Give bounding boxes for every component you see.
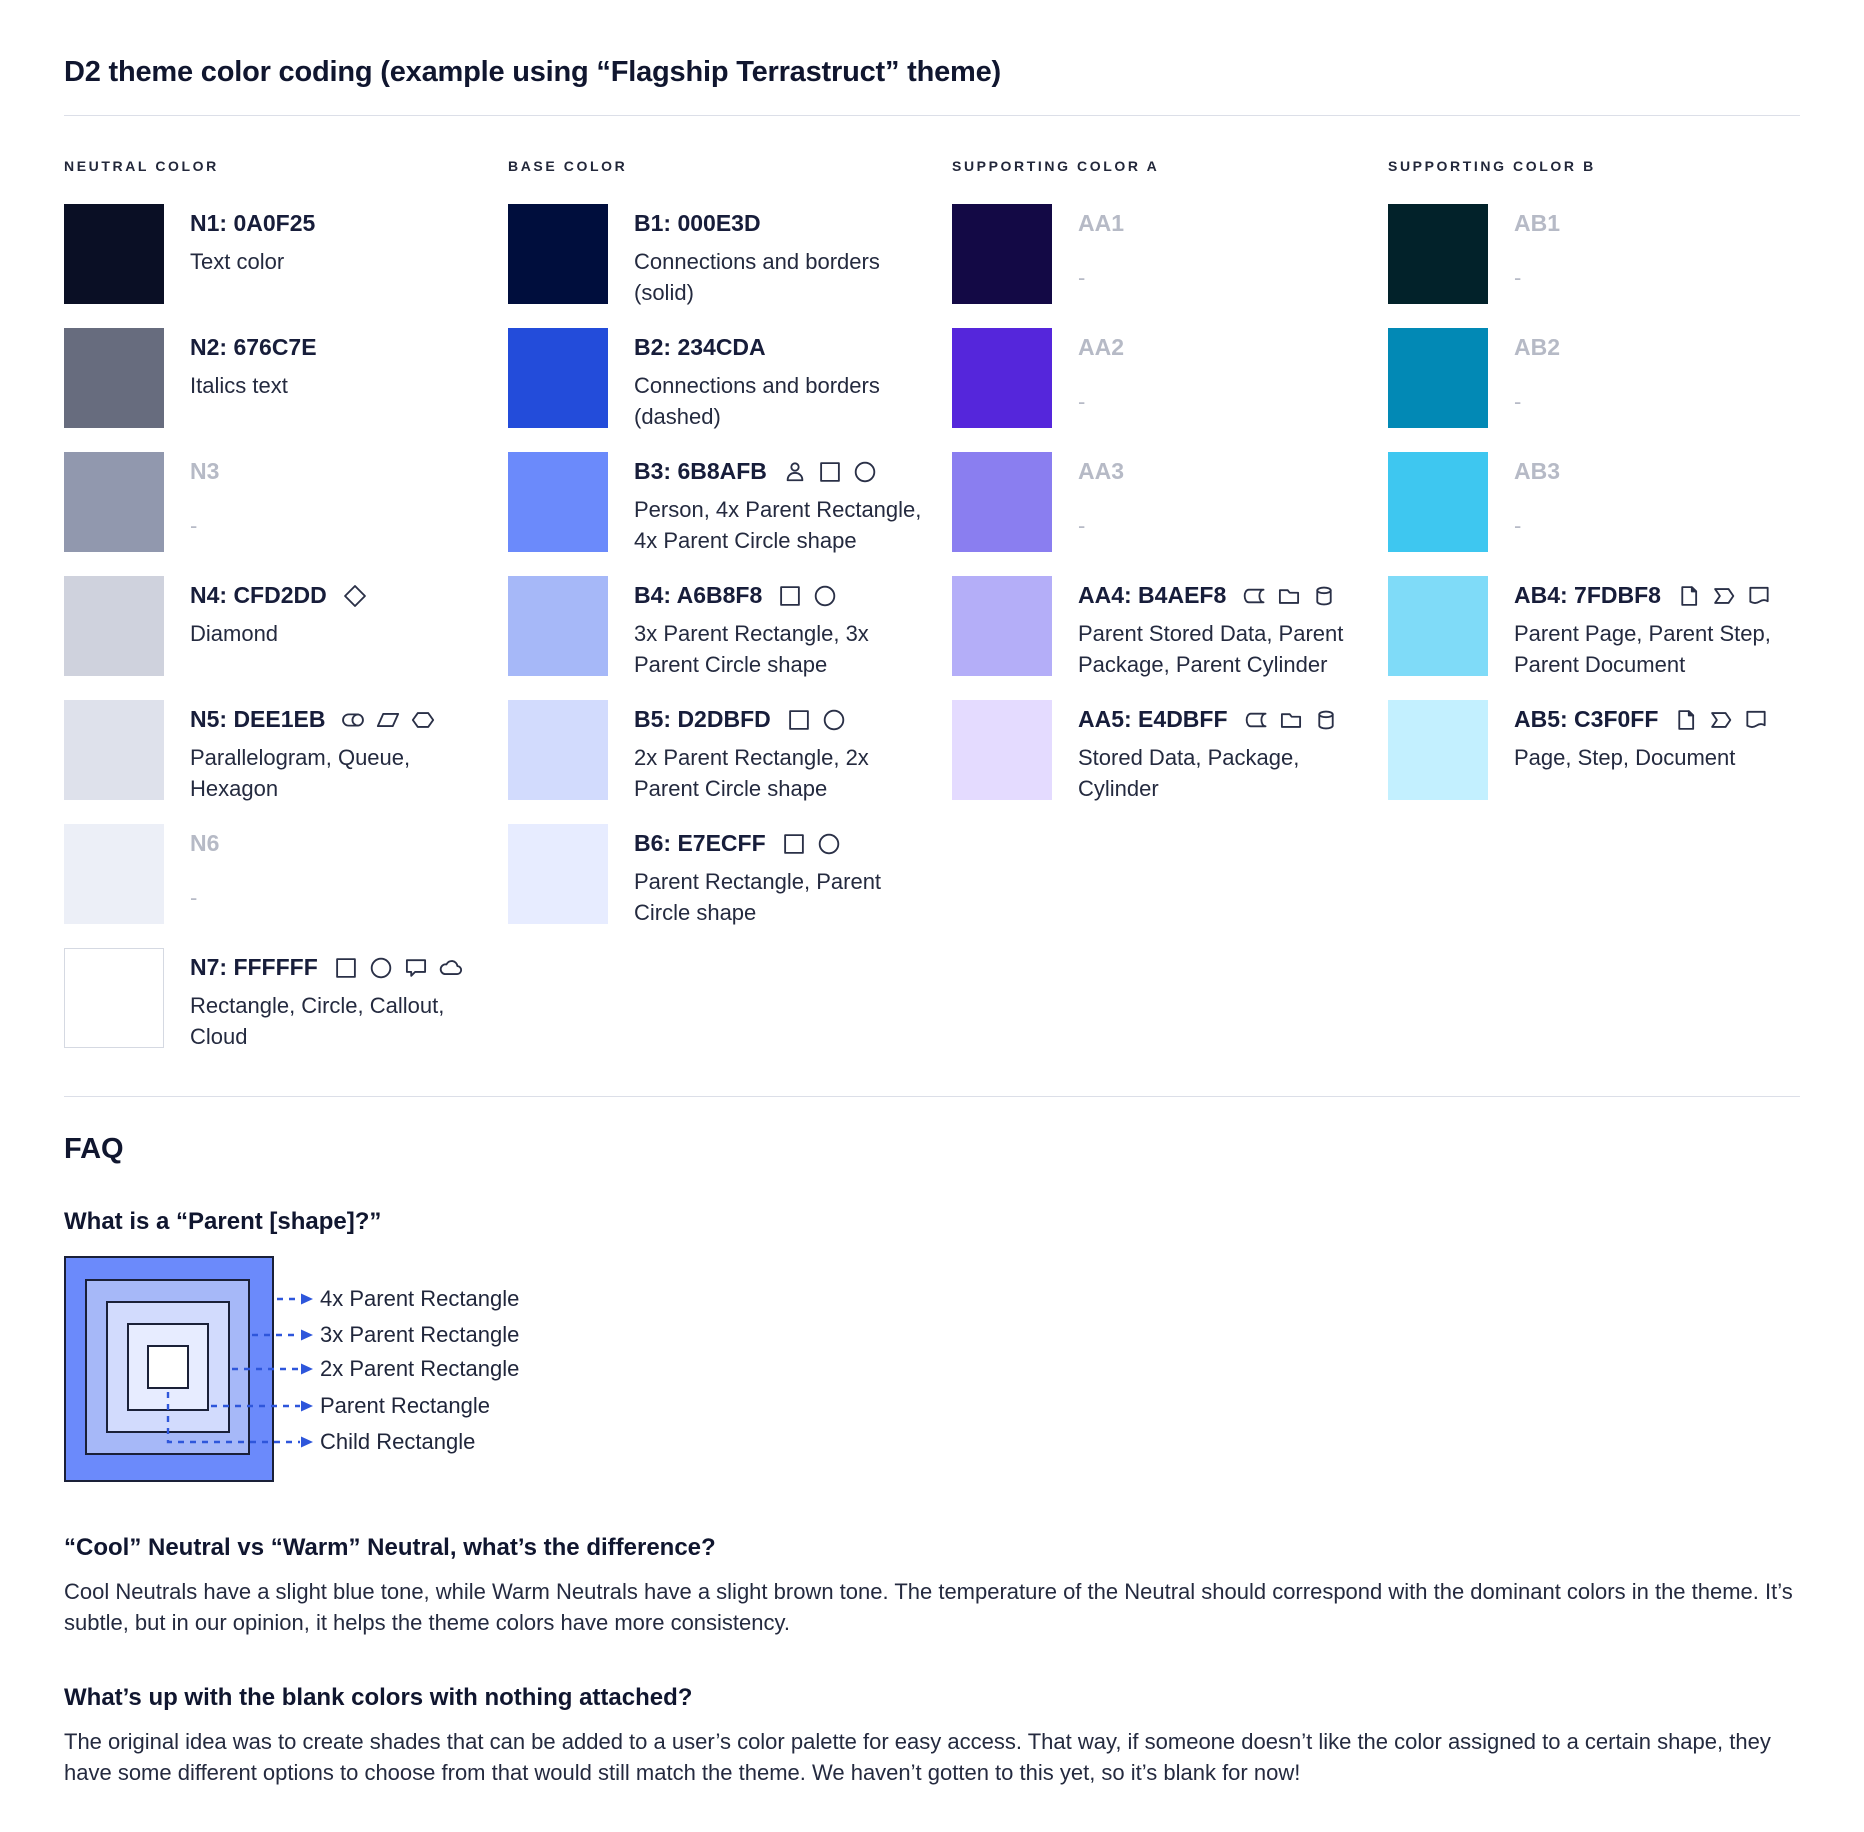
parent-shape-diagram <box>64 1256 1800 1482</box>
color-row <box>1388 328 1816 452</box>
hexagon-icon <box>410 707 436 733</box>
circle-icon <box>852 459 878 485</box>
shape-icons <box>1241 583 1337 609</box>
color-description: Connections and borders (solid) <box>634 249 880 305</box>
color-description: Diamond <box>190 621 279 646</box>
color-description: - <box>1078 513 1086 538</box>
color-row-text <box>1078 576 1380 700</box>
color-row-text <box>634 452 936 576</box>
color-row-text <box>1078 452 1380 576</box>
color-row <box>952 328 1388 452</box>
rectangle-icon <box>333 955 359 981</box>
color-row-title <box>1514 334 1816 361</box>
shape-icons <box>781 831 842 857</box>
color-label: N5: DEE1EB <box>190 706 326 732</box>
color-row <box>508 204 952 328</box>
color-row-title <box>190 706 492 733</box>
column-supporting-a <box>952 158 1388 824</box>
diagram-label-parent: Parent Rectangle <box>320 1393 490 1418</box>
color-row <box>64 948 508 1072</box>
color-row-text <box>190 576 492 700</box>
color-row <box>508 452 952 576</box>
color-swatch <box>64 328 164 428</box>
color-description: - <box>1514 389 1522 414</box>
color-label: N4: CFD2DD <box>190 582 327 608</box>
document-icon <box>1743 707 1769 733</box>
color-row-text <box>1514 204 1816 328</box>
color-swatch <box>1388 576 1488 676</box>
rectangle-icon <box>777 583 803 609</box>
color-row <box>64 824 508 948</box>
color-row <box>1388 204 1816 328</box>
color-row-title <box>190 582 492 609</box>
color-row-title <box>1514 458 1816 485</box>
package-icon <box>1276 583 1302 609</box>
color-label: B2: 234CDA <box>634 334 766 360</box>
color-row <box>952 452 1388 576</box>
diagram-label-child: Child Rectangle <box>320 1429 476 1454</box>
diagram-label-2x-parent: 2x Parent Rectangle <box>320 1356 520 1381</box>
page-icon <box>1676 583 1702 609</box>
color-row-text <box>634 576 936 700</box>
rectangle-icon <box>781 831 807 857</box>
stored-data-icon <box>1241 583 1267 609</box>
color-row-text <box>1078 328 1380 452</box>
color-label: N7: FFFFFF <box>190 954 318 980</box>
color-description: Parallelogram, Queue, Hexagon <box>190 745 411 801</box>
color-swatch <box>508 328 608 428</box>
shape-icons <box>342 583 368 609</box>
color-description: - <box>190 513 198 538</box>
color-row <box>508 576 952 700</box>
color-label: B1: 000E3D <box>634 210 761 236</box>
color-description: Italics text <box>190 373 288 398</box>
color-row-title <box>1078 582 1380 609</box>
page-title: D2 theme color coding (example using “Flagship Terrastruct” theme) <box>64 56 1002 88</box>
color-description: - <box>1514 265 1522 290</box>
color-row-title <box>634 706 936 733</box>
shape-icons <box>340 707 436 733</box>
color-swatch <box>1388 204 1488 304</box>
color-row <box>64 328 508 452</box>
color-label: AA4: B4AEF8 <box>1078 582 1227 608</box>
circle-icon <box>816 831 842 857</box>
color-swatch <box>952 328 1052 428</box>
color-row <box>64 204 508 328</box>
column-header-supporting-a: SUPPORTING COLOR A <box>952 158 1160 174</box>
shape-icons <box>777 583 838 609</box>
color-row-text <box>190 700 492 824</box>
color-description: - <box>1514 513 1522 538</box>
color-swatch <box>64 576 164 676</box>
color-row-text <box>190 328 492 452</box>
color-label: AA3 <box>1078 458 1125 484</box>
color-swatch <box>64 204 164 304</box>
color-row-text <box>634 204 936 328</box>
person-icon <box>782 459 808 485</box>
column-neutral <box>64 158 508 1072</box>
faq-question-parent-shape: What is a “Parent [shape]?” <box>64 1208 382 1235</box>
color-swatch <box>508 452 608 552</box>
page-icon <box>1673 707 1699 733</box>
color-row <box>508 824 952 948</box>
color-row-title <box>1078 458 1380 485</box>
color-row-text <box>190 824 492 948</box>
color-label: B6: E7ECFF <box>634 830 766 856</box>
column-header-base: BASE COLOR <box>508 158 628 174</box>
faq-heading: FAQ <box>64 1133 124 1165</box>
color-swatch <box>1388 700 1488 800</box>
color-row <box>1388 452 1816 576</box>
column-header-neutral: NEUTRAL COLOR <box>64 158 219 174</box>
circle-icon <box>821 707 847 733</box>
document-icon <box>1746 583 1772 609</box>
color-swatch <box>952 452 1052 552</box>
diagram-child-rectangle <box>147 1345 189 1389</box>
color-swatch <box>508 700 608 800</box>
color-description: 2x Parent Rectangle, 2x Parent Circle shape <box>634 745 869 801</box>
color-swatch <box>952 700 1052 800</box>
cloud-icon <box>438 955 464 981</box>
color-label: AA1 <box>1078 210 1125 236</box>
queue-icon <box>340 707 366 733</box>
color-row-text <box>1078 204 1380 328</box>
diagram-label-4x-parent: 4x Parent Rectangle <box>320 1286 520 1311</box>
color-description: Parent Rectangle, Parent Circle shape <box>634 869 882 925</box>
color-label: B3: 6B8AFB <box>634 458 767 484</box>
divider <box>64 1096 1800 1097</box>
supporting-b-rows <box>1388 204 1816 824</box>
neutral-rows <box>64 204 508 1072</box>
color-description: Page, Step, Document <box>1514 745 1736 770</box>
color-row-text <box>634 328 936 452</box>
color-swatch <box>952 576 1052 676</box>
color-row-title <box>190 458 492 485</box>
color-label: N6 <box>190 830 220 856</box>
divider <box>64 115 1800 116</box>
package-icon <box>1278 707 1304 733</box>
color-row-text <box>634 700 936 824</box>
color-description: Connections and borders (dashed) <box>634 373 880 429</box>
color-row <box>1388 576 1816 700</box>
color-row <box>952 204 1388 328</box>
color-row-text <box>634 824 936 948</box>
color-row-text <box>1514 700 1816 824</box>
diagram-label-3x-parent: 3x Parent Rectangle <box>320 1322 520 1347</box>
rectangle-icon <box>817 459 843 485</box>
color-row-title <box>1514 582 1816 609</box>
callout-icon <box>403 955 429 981</box>
color-description: Stored Data, Package, Cylinder <box>1078 745 1300 801</box>
color-row <box>508 328 952 452</box>
color-row <box>64 576 508 700</box>
color-description: - <box>1078 389 1086 414</box>
color-row-title <box>1078 334 1380 361</box>
color-row-title <box>634 582 936 609</box>
color-description: Text color <box>190 249 285 274</box>
color-label: N1: 0A0F25 <box>190 210 316 236</box>
circle-icon <box>812 583 838 609</box>
diamond-icon <box>342 583 368 609</box>
color-swatch <box>64 948 164 1048</box>
column-base <box>508 158 952 948</box>
color-row-text <box>1514 452 1816 576</box>
color-row-title <box>634 334 936 361</box>
color-columns <box>64 158 1800 1072</box>
shape-icons <box>1673 707 1769 733</box>
parallelogram-icon <box>375 707 401 733</box>
color-row-text <box>190 948 492 1072</box>
color-row-title <box>634 830 936 857</box>
supporting-a-rows <box>952 204 1388 824</box>
color-row <box>64 452 508 576</box>
column-supporting-b <box>1388 158 1816 824</box>
color-swatch <box>64 452 164 552</box>
column-header-supporting-b: SUPPORTING COLOR B <box>1388 158 1596 174</box>
shape-icons <box>1243 707 1339 733</box>
faq-answer-blank-colors: The original idea was to create shades that can be added to a user’s color palette for easy access. That way, if someone doesn’t like the color assigned to a certain shape, they have some different options to choose from that would still match the theme. We haven’t gotten to this yet, so it’s blank for now! <box>64 1729 1771 1785</box>
color-row-title <box>634 458 936 485</box>
color-swatch <box>952 204 1052 304</box>
color-row-title <box>1514 210 1816 237</box>
color-swatch <box>508 576 608 676</box>
color-row-title <box>1078 706 1380 733</box>
color-row-title <box>190 954 492 981</box>
circle-icon <box>368 955 394 981</box>
color-row-title <box>190 830 492 857</box>
color-row-title <box>190 334 492 361</box>
color-swatch <box>1388 452 1488 552</box>
color-row <box>1388 700 1816 824</box>
color-label: AA5: E4DBFF <box>1078 706 1228 732</box>
color-description: Parent Stored Data, Parent Package, Parent Cylinder <box>1078 621 1344 677</box>
color-label: AB4: 7FDBF8 <box>1514 582 1661 608</box>
cylinder-icon <box>1313 707 1339 733</box>
color-row-title <box>634 210 936 237</box>
color-row <box>64 700 508 824</box>
color-description: Parent Page, Parent Step, Parent Document <box>1514 621 1771 677</box>
color-row-text <box>1078 700 1380 824</box>
color-label: B4: A6B8F8 <box>634 582 763 608</box>
color-label: B5: D2DBFD <box>634 706 771 732</box>
color-swatch <box>508 824 608 924</box>
faq-answer-cool-vs-warm: Cool Neutrals have a slight blue tone, while Warm Neutrals have a slight brown tone. The temperature of the Neutral should correspond with the dominant colors in the theme. It’s subtle, but in our opinion, it helps the theme colors have more consistency. <box>64 1579 1793 1635</box>
color-swatch <box>64 824 164 924</box>
shape-icons <box>333 955 464 981</box>
color-label: AA2 <box>1078 334 1125 360</box>
step-icon <box>1708 707 1734 733</box>
color-row <box>952 700 1388 824</box>
shape-icons <box>782 459 878 485</box>
color-swatch <box>1388 328 1488 428</box>
rectangle-icon <box>786 707 812 733</box>
color-label: N3 <box>190 458 220 484</box>
color-row-title <box>1078 210 1380 237</box>
color-description: Person, 4x Parent Rectangle, 4x Parent Circle shape <box>634 497 922 553</box>
faq-question-blank-colors: What’s up with the blank colors with nothing attached? <box>64 1684 693 1711</box>
color-swatch <box>508 204 608 304</box>
color-row <box>508 700 952 824</box>
color-label: AB1 <box>1514 210 1561 236</box>
color-row-text <box>1514 576 1816 700</box>
color-description: - <box>190 885 198 910</box>
color-swatch <box>64 700 164 800</box>
color-label: AB2 <box>1514 334 1561 360</box>
step-icon <box>1711 583 1737 609</box>
color-row-title <box>190 210 492 237</box>
color-row <box>952 576 1388 700</box>
stored-data-icon <box>1243 707 1269 733</box>
color-row-text <box>190 204 492 328</box>
shape-icons <box>786 707 847 733</box>
color-label: AB5: C3F0FF <box>1514 706 1659 732</box>
shape-icons <box>1676 583 1772 609</box>
color-label: AB3 <box>1514 458 1561 484</box>
color-description: Rectangle, Circle, Callout, Cloud <box>190 993 445 1049</box>
color-description: - <box>1078 265 1086 290</box>
cylinder-icon <box>1311 583 1337 609</box>
base-rows <box>508 204 952 948</box>
color-row-text <box>190 452 492 576</box>
color-row-text <box>1514 328 1816 452</box>
color-description: 3x Parent Rectangle, 3x Parent Circle shape <box>634 621 869 677</box>
faq-question-cool-vs-warm: “Cool” Neutral vs “Warm” Neutral, what’s the difference? <box>64 1534 716 1561</box>
color-row-title <box>1514 706 1816 733</box>
color-label: N2: 676C7E <box>190 334 317 360</box>
